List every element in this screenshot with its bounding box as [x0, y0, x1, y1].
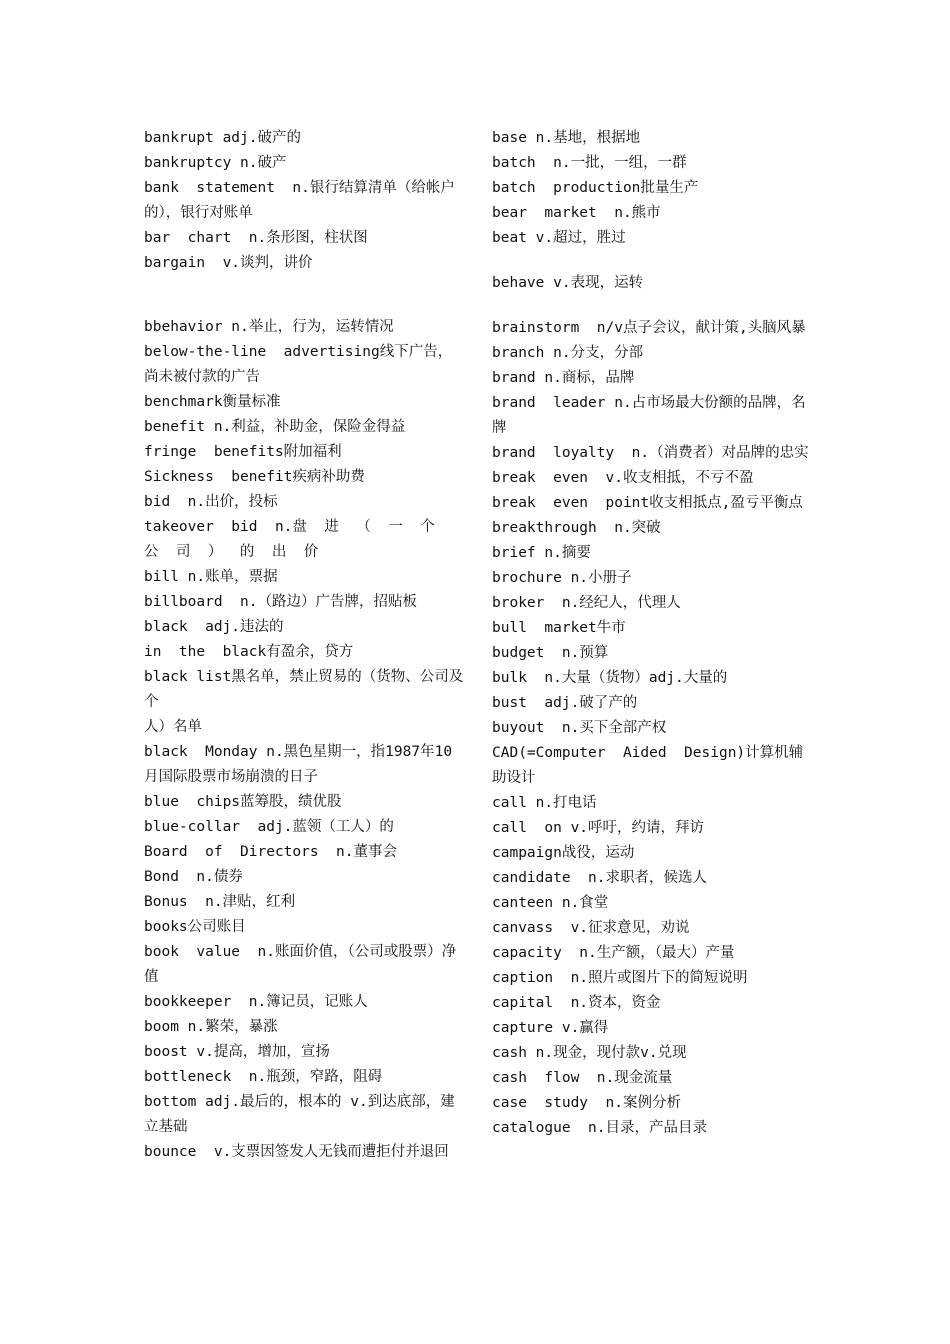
group-spacer [144, 276, 464, 315]
glossary-entry: canteen n.食堂 [492, 895, 609, 911]
glossary-entry: buyout n.买下全部产权 [492, 720, 667, 736]
glossary-entry: cash flow n.现金流量 [492, 1070, 673, 1086]
glossary-entry: billboard n.（路边）广告牌，招贴板 [144, 594, 417, 610]
glossary-entry: bear market n.熊市 [492, 205, 661, 221]
glossary-entry: behave v.表现，运转 [492, 275, 644, 291]
glossary-entry: bottom adj.最后的，根本的 v.到达底部，建立基础 [144, 1094, 455, 1135]
glossary-entry: blue chips蓝筹股，绩优股 [144, 794, 342, 810]
glossary-entry: bust adj.破了产的 [492, 695, 638, 711]
glossary-entry: book value n.账面价值，（公司或股票）净值 [144, 944, 457, 985]
glossary-entry: benchmark衡量标准 [144, 394, 281, 410]
glossary-entry: Bonus n.津贴，红利 [144, 894, 296, 910]
glossary-entry: bill n.账单，票据 [144, 569, 278, 585]
glossary-entry: bankrupt adj.破产的 [144, 130, 301, 146]
glossary-entry: black Monday n.黑色星期一，指1987年10月国际股票市场崩溃的日子 [144, 744, 453, 785]
glossary-entry: bargain v.谈判，讲价 [144, 255, 313, 271]
glossary-entry: capital n.资本，资金 [492, 995, 661, 1011]
glossary-entry: branch n.分支，分部 [492, 345, 644, 361]
glossary-entry: bulk n.大量（货物）adj.大量的 [492, 670, 728, 686]
glossary-entry: bull market牛市 [492, 620, 626, 636]
right-group-3 [492, 316, 810, 1141]
glossary-entry: campaign战役，运动 [492, 845, 635, 861]
glossary-entry: bottleneck n.瓶颈，窄路，阻碍 [144, 1069, 383, 1085]
group-spacer [492, 251, 810, 271]
glossary-entry: brand n.商标，品牌 [492, 370, 635, 386]
glossary-entry: brainstorm n/v点子会议，献计策,头脑风暴 [492, 320, 806, 336]
glossary-entry: broker n.经纪人，代理人 [492, 595, 681, 611]
glossary-entry: batch n.一批，一组，一群 [492, 155, 687, 171]
glossary-entry: Bond n.债券 [144, 869, 243, 885]
glossary-entry: Sickness benefit疾病补助费 [144, 469, 365, 485]
glossary-entry: bankruptcy n.破产 [144, 155, 287, 171]
glossary-entry: bid n.出价，投标 [144, 494, 278, 510]
glossary-entry: case study n.案例分析 [492, 1095, 681, 1111]
glossary-entry: brief n.摘要 [492, 545, 591, 561]
glossary-entry: bbehavior n.举止，行为，运转情况 [144, 319, 394, 335]
right-column [492, 126, 810, 1141]
glossary-entry: brand leader n.占市场最大份额的品牌，名牌 [492, 395, 806, 436]
glossary-entry: candidate n.求职者，候选人 [492, 870, 707, 886]
glossary-entry: bookkeeper n.簿记员，记账人 [144, 994, 368, 1010]
group-spacer [492, 296, 810, 316]
glossary-entry: CAD(=Computer Aided Design)计算机辅助设计 [492, 745, 804, 786]
glossary-entry: caption n.照片或图片下的简短说明 [492, 970, 748, 986]
glossary-entry: call on v.呼吁，约请，拜访 [492, 820, 705, 836]
glossary-entry: brand loyalty n.（消费者）对品牌的忠实 [492, 445, 809, 461]
glossary-entry: in the black有盈余，贷方 [144, 644, 354, 660]
glossary-entry: benefit n.利益，补助金，保险金得益 [144, 419, 406, 435]
glossary-entry: budget n.预算 [492, 645, 609, 661]
glossary-entry: canvass v.征求意见，劝说 [492, 920, 690, 936]
glossary-entry: bank statement n.银行结算清单（给帐户的），银行对账单 [144, 180, 455, 221]
glossary-entry: capture v.赢得 [492, 1020, 609, 1036]
glossary-entry: black list黑名单，禁止贸易的（货物、公司及个 人）名单 [144, 669, 464, 735]
left-group-2 [144, 315, 464, 1165]
glossary-entry: below-the-line advertising线下广告，尚未被付款的广告 [144, 344, 453, 385]
glossary-entry: breakthrough n.突破 [492, 520, 661, 536]
glossary-entry: brochure n.小册子 [492, 570, 632, 586]
glossary-entry: Board of Directors n.董事会 [144, 844, 398, 860]
glossary-entry: blue-collar adj.蓝领（工人）的 [144, 819, 394, 835]
glossary-entry: boom n.繁荣，暴涨 [144, 1019, 278, 1035]
glossary-entry: break even v.收支相抵，不亏不盈 [492, 470, 754, 486]
glossary-entry: black adj.违法的 [144, 619, 284, 635]
glossary-entry: books公司账目 [144, 919, 246, 935]
glossary-entry: break even point收支相抵点,盈亏平衡点 [492, 495, 803, 511]
left-group-1 [144, 126, 464, 276]
right-group-2 [492, 271, 810, 296]
glossary-entry: boost v.提高，增加，宣扬 [144, 1044, 330, 1060]
glossary-entry: catalogue n.目录，产品目录 [492, 1120, 707, 1136]
glossary-entry: beat v.超过，胜过 [492, 230, 626, 246]
left-column [144, 126, 464, 1165]
glossary-entry: bounce v.支票因签发人无钱而遭拒付并退回 [144, 1144, 449, 1160]
glossary-entry: capacity n.生产额，（最大）产量 [492, 945, 735, 961]
glossary-entry: base n.基地，根据地 [492, 130, 641, 146]
right-group-1 [492, 126, 810, 251]
glossary-entry: fringe benefits附加福利 [144, 444, 342, 460]
glossary-entry: cash n.现金，现付款v.兑现 [492, 1045, 687, 1061]
glossary-entry: batch production批量生产 [492, 180, 699, 196]
glossary-entry: bar chart n.条形图，柱状图 [144, 230, 368, 246]
glossary-entry: takeover bid n.盘 进 （ 一 个 公 司 ） 的 出 价 [144, 519, 453, 560]
glossary-entry: call n.打电话 [492, 795, 597, 811]
